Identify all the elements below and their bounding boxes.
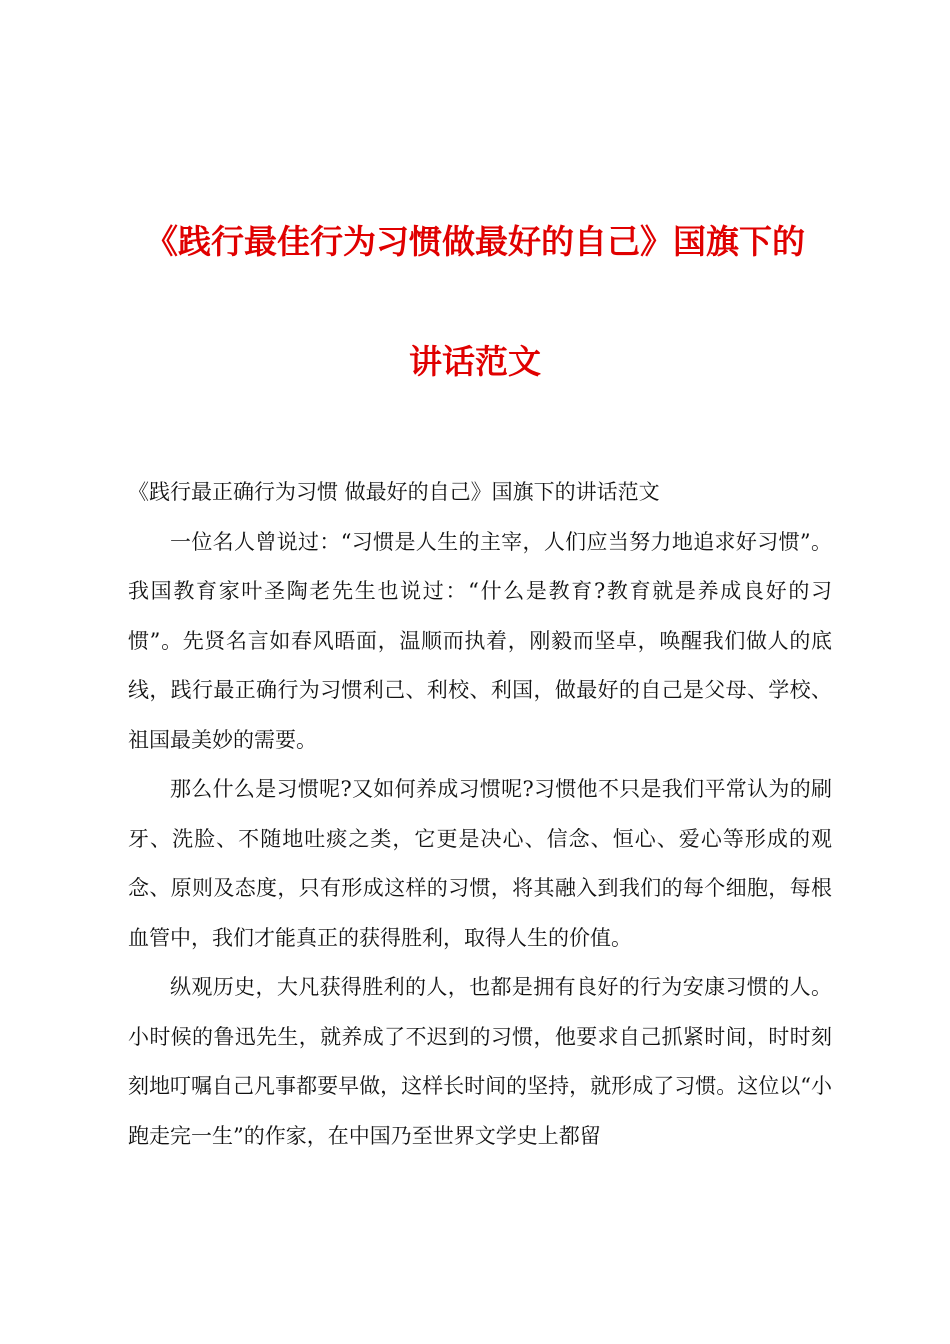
paragraph-1: 一位名人曾说过：“习惯是人生的主宰，人们应当努力地追求好习惯”。我国教育家叶圣陶老先生也说过：“什么是教育?教育就是养成良好的习惯”。先贤名言如春风晤面，温顺而执着，刚毅而坚卓，唤醒我们做人的底线，践行最正确行为习惯利己、利校、利国，做最好的自己是父母、学校、祖国最美妙的需要。: [128, 529, 832, 752]
document-subtitle: 《践行最正确行为习惯 做最好的自己》国旗下的讲话范文: [128, 480, 660, 504]
document-title-line-2: 讲话范文: [409, 342, 541, 381]
paragraph-3: 纵观历史，大凡获得胜利的人，也都是拥有良好的行为安康习惯的人。小时候的鲁迅先生，就养成了不迟到的习惯，他要求自己抓紧时间，时时刻刻地叮嘱自己凡事都要早做，这样长时间的坚持，就形成了习惯。这位以“小跑走完一生”的作家，在中国乃至世界文学史上都留: [128, 975, 832, 1148]
document-title-line-1: 《践行最佳行为习惯做最好的自己》国旗下的: [145, 222, 805, 261]
document-body: [128, 468, 832, 1161]
paragraph-2: 那么什么是习惯呢?又如何养成习惯呢?习惯他不只是我们平常认为的刷牙、洗脸、不随地吐痰之类，它更是决心、信念、恒心、爱心等形成的观念、原则及态度，只有形成这样的习惯，将其融入到我们的每个细胞，每根血管中，我们才能真正的获得胜利，取得人生的价值。: [128, 777, 832, 950]
